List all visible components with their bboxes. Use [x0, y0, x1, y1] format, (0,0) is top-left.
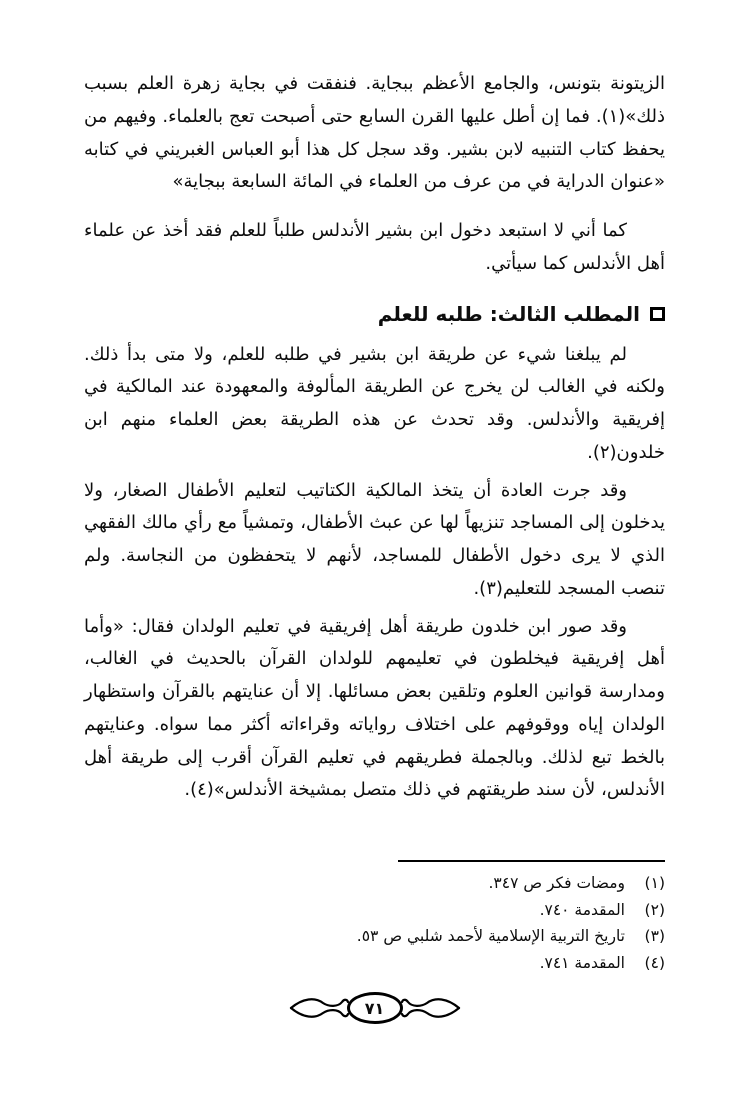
footnote-marker: (١) [644, 874, 665, 892]
footnote-item [84, 923, 665, 950]
flourish-right-icon [399, 994, 461, 1022]
page-number: ٧١ [364, 998, 385, 1018]
section-heading-text: المطلب الثالث: طلبه للعلم [377, 301, 640, 326]
flourish-left-icon [289, 994, 351, 1022]
page-number-frame [347, 992, 403, 1024]
paragraph: وقد صور ابن خلدون طريقة أهل إفريقية في تعليم الولدان فقال: «وأما أهل إفريقية فيخلطون في تعليمهم للولدان القرآن بالحديث في الغالب، ومدارسة قوانين العلوم وتلقين بعض مسائلها. إلا أن عنايتهم بالقرآن واستظهار الولدان إياه ووقوفهم على اختلاف رواياته وقراءاته أكثر مما سواه. وعنايتهم بالخط تبع لذلك. وبالجملة فطريقهم في تعليم القرآن أقرب إلى طريقة أهل الأندلس، لأن سند طريقتهم في ذلك متصل بمشيخة الأندلس»(٤). [84, 615, 665, 801]
footnote-text: تاريخ التربية الإسلامية لأحمد شلبي ص ٥٣. [356, 927, 625, 946]
paragraph: وقد جرت العادة أن يتخذ المالكية الكتاتيب لتعليم الأطفال الصغار، ولا يدخلون إلى المساجد تنزيهاً لها عن عبث الأطفال، وتمشياً مع رأي مالك الفقهي الذي لا يرى دخول الأطفال للمساجد، لأنهم لا يتحفظون من النجاسة. ولم تنصب المسجد للتعليم(٣). [84, 479, 665, 599]
footnote-text: ومضات فكر ص ٣٤٧. [488, 874, 625, 892]
paragraph: كما أني لا استبعد دخول ابن بشير الأندلس طلباً للعلم فقد أخذ عن علماء أهل الأندلس كما سيأتي. [84, 220, 665, 274]
page-body [84, 68, 665, 812]
footnote-marker: (٣) [644, 927, 665, 946]
footnote-list [84, 870, 665, 977]
footnote-marker: (٤) [644, 953, 665, 972]
footnote-item [84, 950, 665, 977]
footnote-item [84, 897, 665, 924]
square-bullet-icon [650, 307, 665, 321]
paragraph: لم يبلغنا شيء عن طريقة ابن بشير في طلبه للعلم، ولا متى بدأ ذلك. ولكنه في الغالب لن يخرج عن الطريقة المألوفة والمعهودة عند المالكية في إفريقية والأندلس. وقد تحدث عن هذه الطريقة بعض العلماء منهم ابن خلدون(٢). [84, 343, 665, 463]
section-heading [84, 299, 665, 329]
paragraph-continuation: الزيتونة بتونس، والجامع الأعظم ببجاية. فنفقت في بجاية زهرة العلم بسبب ذلك»(١). فما إن أطل عليها القرن السابع حتى أصبحت تعج بالعلماء. وفيهم من يحفظ كتاب التنبيه لابن بشير. وقد سجل كل هذا أبو العباس الغبريني في كتابه «عنوان الدراية في من عرف من العلماء في المائة السابعة ببجاية» [84, 73, 665, 193]
footnote-marker: (٢) [644, 900, 665, 919]
footnotes-section [84, 860, 665, 977]
footnote-text: المقدمة ٧٤١. [539, 953, 625, 972]
footnote-text: المقدمة ٧٤٠. [539, 900, 625, 919]
page-number-ornament [0, 992, 749, 1024]
footnote-item [84, 870, 665, 897]
footnote-separator [398, 860, 665, 862]
